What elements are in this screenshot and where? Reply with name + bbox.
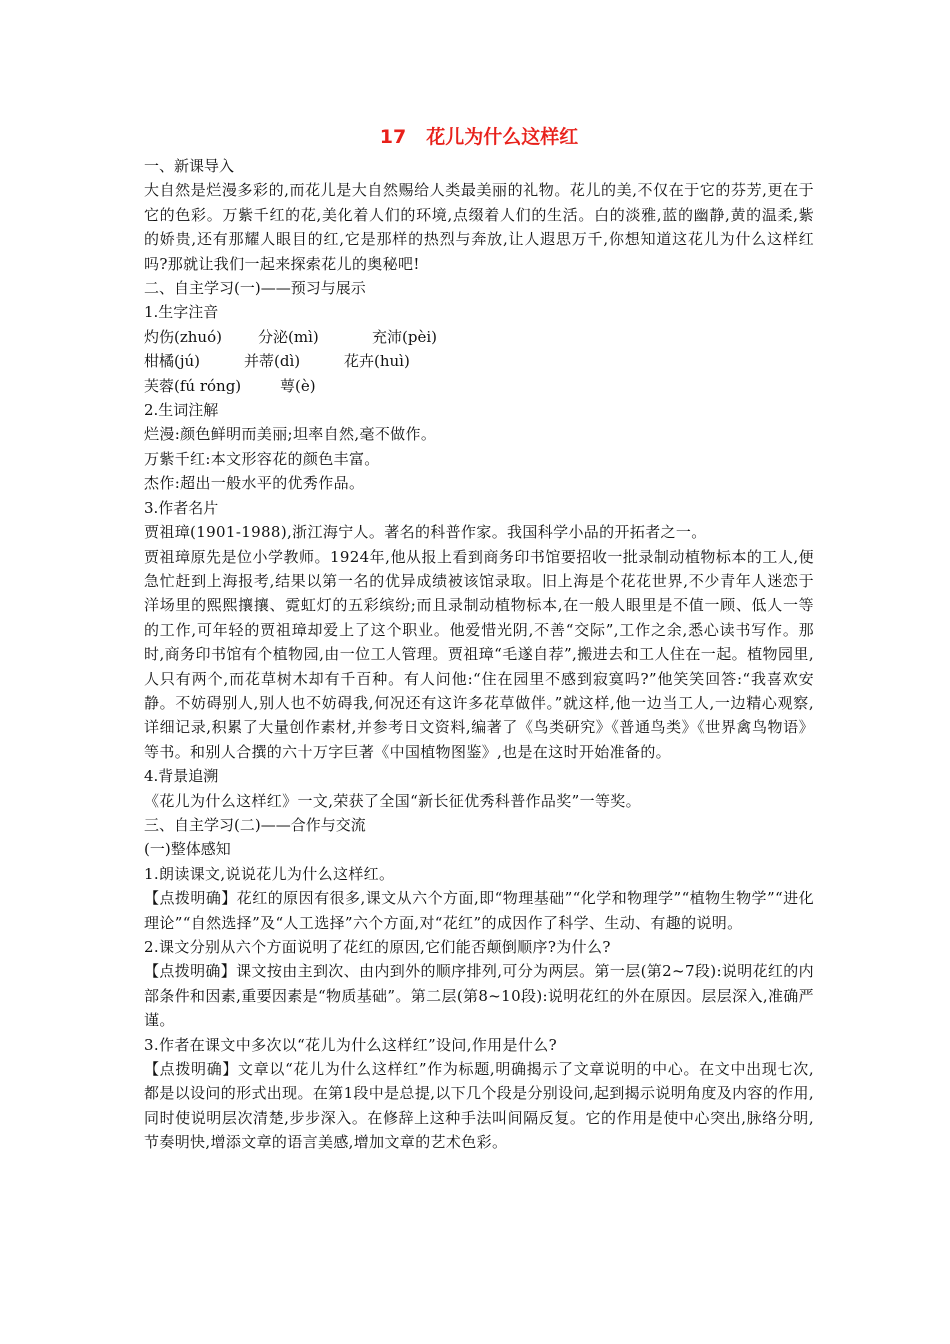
- pinyin-item: 充沛(pèi): [372, 327, 437, 346]
- background-text: 《花儿为什么这样红》一文,荣获了全国“新长征优秀科普作品奖”一等奖。: [144, 791, 642, 810]
- lesson-title: [144, 124, 814, 150]
- document-page: [144, 124, 814, 1155]
- author-heading: 3.作者名片: [144, 498, 219, 517]
- pinyin-item: 分泌(mì): [258, 327, 319, 346]
- question-1: 1.朗读课文,说说花儿为什么这样红。: [144, 864, 395, 883]
- pinyin-row: [144, 349, 814, 373]
- pinyin-item: 灼伤(zhuó): [144, 327, 222, 346]
- vocabulary-heading: 2.生词注解: [144, 401, 219, 420]
- pinyin-row: [144, 374, 814, 398]
- pronunciation-heading: 1.生字注音: [144, 303, 219, 322]
- section-3-heading: 三、自主学习(二)——合作与交流: [144, 815, 366, 834]
- pinyin-item: 并蒂(dì): [244, 352, 301, 371]
- overall-perception-heading: (一)整体感知: [144, 840, 231, 859]
- pinyin-item: 柑橘(jú): [144, 352, 201, 371]
- lesson-title-text: 花儿为什么这样红: [426, 126, 579, 148]
- question-2: 2.课文分别从六个方面说明了花红的原因,它们能否颠倒顺序?为什么?: [144, 938, 611, 956]
- vocabulary-item: 万紫千红:本文形容花的颜色丰富。: [144, 449, 380, 468]
- author-bio: 贾祖璋原先是位小学教师。1924年,他从报上看到商务印书馆要招收一批录制动植物标本的工人,便急忙赶到上海报考,结果以第一名的优异成绩被该馆录取。旧上海是个花花世界,不少青年人迷恋于洋场里的熙熙攘攘、霓虹灯的五彩缤纷;而且录制动植物标本,在一般人眼里是不值一顾、低人一等的工作,可年轻的贾祖璋却爱上了这个职业。他爱惜光阴,不善“交际”,工作之余,悉心读书写作。那时,商务印书馆有个植物园,由一位工人管理。贾祖璋“毛遂自荐”,搬进去和工人住在一起。植物园里,人只有两个,而花草树木却有千百种。有人问他:“住在园里不感到寂寞吗?”他笑笑回答:“我喜欢安静。不妨碍别人,别人也不妨碍我,何况还有这许多花草做伴。”就这样,他一边当工人,一边精心观察,详细记录,积累了大量创作素材,并参考日文资料,编著了《鸟类研究》《普通鸟类》《世界禽鸟物语》等书。和别人合撰的六十万字巨著《中国植物图鉴》,也是在这时开始准备的。: [144, 547, 814, 761]
- pinyin-item: 萼(è): [280, 376, 316, 395]
- vocabulary-item: 杰作:超出一般水平的优秀作品。: [144, 474, 365, 493]
- pinyin-item: 芙蓉(fú róng): [144, 376, 242, 395]
- section-2-heading: 二、自主学习(一)——预习与展示: [144, 279, 366, 298]
- pinyin-item: 花卉(huì): [344, 352, 410, 371]
- lesson-number: 17: [379, 126, 407, 148]
- answer-2: 【点拨明确】课文按由主到次、由内到外的顺序排列,可分为两层。第一层(第2~7段):说明花红的内部条件和因素,重要因素是“物质基础”。第二层(第8~10段):说明花红的外在原因。层层深入,准确严谨。: [144, 962, 814, 1030]
- answer-3: 【点拨明确】文章以“花儿为什么这样红”作为标题,明确揭示了文章说明的中心。在文中出现七次,都是以设问的形式出现。在第1段中是总提,以下几个段是分别设问,起到揭示说明角度及内容的作用,同时使说明层次清楚,步步深入。在修辞上这种手法叫间隔反复。它的作用是使中心突出,脉络分明,节奏明快,增添文章的语言美感,增加文章的艺术色彩。: [144, 1060, 814, 1152]
- background-heading: 4.背景追溯: [144, 767, 219, 786]
- question-3: 3.作者在课文中多次以“花儿为什么这样红”设问,作用是什么?: [144, 1035, 557, 1054]
- author-intro: 贾祖璋(1901-1988),浙江海宁人。著名的科普作家。我国科学小品的开拓者之一。: [144, 523, 707, 542]
- section-1-heading: 一、新课导入: [144, 157, 235, 175]
- answer-1: 【点拨明确】花红的原因有很多,课文从六个方面,即“物理基础”“化学和物理学”“植物生物学”“进化理论”“自然选择”及“人工选择”六个方面,对“花红”的成因作了科学、生动、有趣的说明。: [144, 889, 814, 932]
- intro-paragraph: 大自然是烂漫多彩的,而花儿是大自然赐给人类最美丽的礼物。花儿的美,不仅在于它的芬芳,更在于它的色彩。万紫千红的花,美化着人们的环境,点缀着人们的生活。白的淡雅,蓝的幽静,黄的温柔,紫的娇贵,还有那耀人眼目的红,它是那样的热烈与奔放,让人遐思万千,你想知道这花儿为什么这样红吗?那就让我们一起来探索花儿的奥秘吧!: [144, 181, 814, 273]
- vocabulary-item: 烂漫:颜色鲜明而美丽;坦率自然,毫不做作。: [144, 425, 437, 444]
- pinyin-row: [144, 325, 814, 349]
